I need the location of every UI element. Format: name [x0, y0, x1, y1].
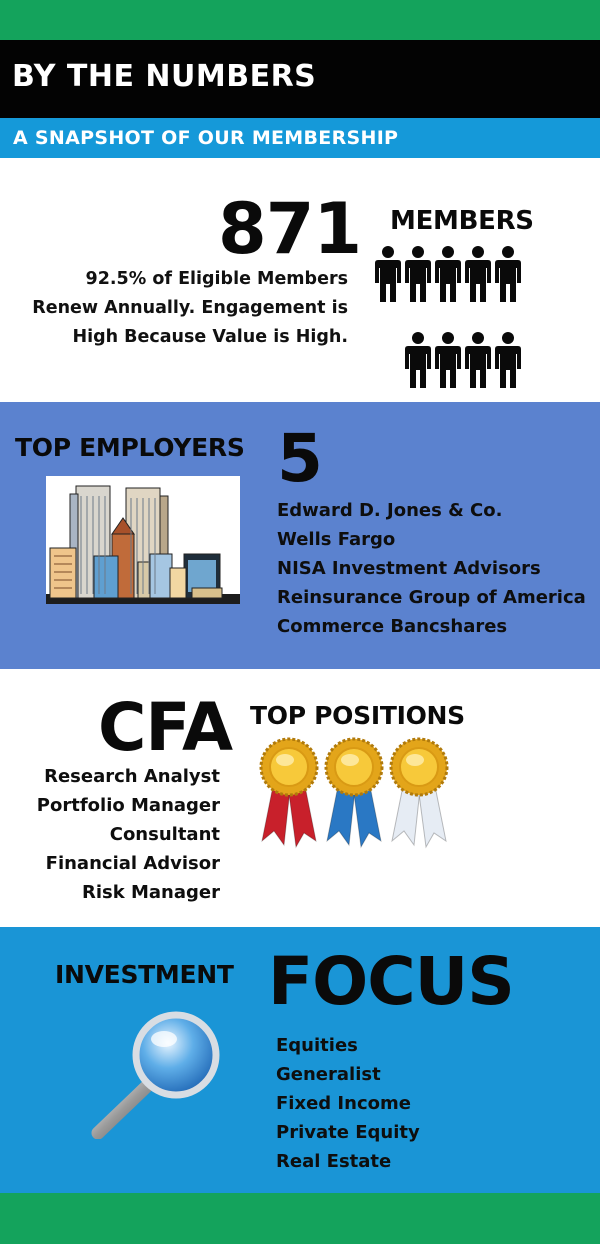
title-bar: [0, 40, 600, 118]
list-item: Real Estate: [276, 1151, 392, 1172]
list-item: Reinsurance Group of America: [277, 587, 586, 608]
focus-big-label: FOCUS: [268, 943, 514, 1020]
bottom-accent-bar: [0, 1193, 600, 1244]
list-item: Financial Advisor: [45, 853, 220, 874]
person-figure: [435, 246, 461, 302]
award-ribbon-icon: [252, 737, 452, 869]
person-figure: [465, 246, 491, 302]
focus-section: [0, 927, 600, 1193]
city-skyline-icon: [46, 476, 240, 604]
list-item: Portfolio Manager: [36, 795, 220, 816]
page-title: BY THE NUMBERS: [12, 59, 317, 94]
list-item: Fixed Income: [276, 1093, 411, 1114]
employers-section: [0, 402, 600, 669]
positions-section: [0, 669, 600, 927]
employers-heading: TOP EMPLOYERS: [15, 433, 245, 462]
ribbon-medal: [391, 739, 447, 847]
members-description-line: High Because Value is High.: [72, 327, 348, 347]
people-icon: [372, 246, 532, 391]
top-accent-bar: [0, 0, 600, 40]
employers-list: [277, 496, 586, 641]
list-item: Equities: [276, 1035, 358, 1056]
list-item: Consultant: [109, 824, 220, 845]
person-figure: [375, 246, 401, 302]
members-description: [0, 265, 348, 352]
members-description-line: 92.5% of Eligible Members: [85, 269, 348, 289]
list-item: NISA Investment Advisors: [277, 558, 541, 579]
magnifying-glass-icon: [88, 1009, 228, 1139]
focus-list: [276, 1031, 420, 1176]
employers-count: 5: [277, 420, 322, 497]
positions-list: [0, 762, 220, 907]
person-figure: [495, 246, 521, 302]
members-section: [0, 158, 600, 402]
person-figure: [495, 332, 521, 388]
person-figure: [405, 332, 431, 388]
positions-heading: TOP POSITIONS: [250, 701, 465, 730]
page-subtitle: A SNAPSHOT OF OUR MEMBERSHIP: [13, 127, 399, 149]
list-item: Research Analyst: [44, 766, 220, 787]
list-item: Edward D. Jones & Co.: [277, 500, 503, 521]
person-figure: [405, 246, 431, 302]
list-item: Generalist: [276, 1064, 381, 1085]
members-label: MEMBERS: [390, 206, 534, 236]
list-item: Risk Manager: [82, 882, 220, 903]
list-item: Wells Fargo: [277, 529, 396, 550]
focus-heading: INVESTMENT: [55, 960, 234, 989]
person-figure: [435, 332, 461, 388]
list-item: Commerce Bancshares: [277, 616, 508, 637]
members-description-line: Renew Annually. Engagement is: [32, 298, 348, 318]
subtitle-bar: [0, 118, 600, 158]
list-item: Private Equity: [276, 1122, 420, 1143]
members-count: 871: [218, 188, 362, 270]
positions-big-label: CFA: [98, 689, 233, 766]
person-figure: [465, 332, 491, 388]
ribbon-medal: [326, 739, 382, 847]
ribbon-medal: [261, 739, 317, 847]
